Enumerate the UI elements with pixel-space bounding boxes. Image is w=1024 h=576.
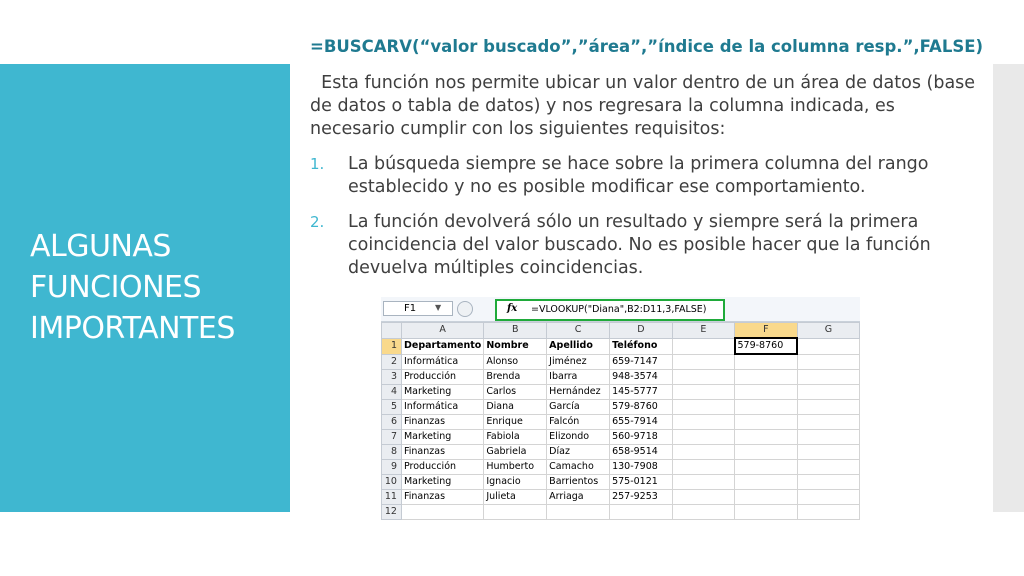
spreadsheet-screenshot <box>381 297 860 530</box>
spreadsheet-cell[interactable]: 948-3574 <box>610 370 673 385</box>
spreadsheet-cell[interactable] <box>672 475 734 490</box>
spreadsheet-cell[interactable] <box>672 460 734 475</box>
row-header[interactable]: 10 <box>382 475 402 490</box>
spreadsheet-cell[interactable] <box>797 370 859 385</box>
row-header[interactable]: 9 <box>382 460 402 475</box>
spreadsheet-cell[interactable]: Marketing <box>401 475 483 490</box>
spreadsheet-cell[interactable] <box>735 490 798 505</box>
chevron-down-icon[interactable]: ▼ <box>435 303 442 312</box>
requirement-text: La búsqueda siempre se hace sobre la primera columna del rango establecido y no es posible modificar ese comportamiento. <box>348 154 929 197</box>
spreadsheet-cell[interactable]: Hernández <box>547 385 610 400</box>
table-row <box>382 490 860 505</box>
spreadsheet-cell[interactable]: Departamento <box>401 338 483 354</box>
spreadsheet-cell[interactable]: Apellido <box>547 338 610 354</box>
spreadsheet-cell[interactable] <box>401 505 483 520</box>
table-row <box>382 354 860 370</box>
spreadsheet-cell[interactable] <box>735 370 798 385</box>
spreadsheet-cell[interactable] <box>735 445 798 460</box>
spreadsheet-cell[interactable]: 658-9514 <box>610 445 673 460</box>
spreadsheet-cell[interactable]: 579-8760 <box>610 400 673 415</box>
requirement-item <box>310 211 978 280</box>
column-header[interactable]: D <box>610 323 673 339</box>
column-header[interactable]: E <box>672 323 734 339</box>
spreadsheet-cell[interactable]: Alonso <box>484 354 547 370</box>
row-header[interactable]: 12 <box>382 505 402 520</box>
spreadsheet-cell[interactable] <box>672 338 734 354</box>
spreadsheet-cell[interactable] <box>797 338 859 354</box>
spreadsheet-cell[interactable] <box>735 460 798 475</box>
spreadsheet-cell[interactable]: Falcón <box>547 415 610 430</box>
name-box[interactable]: F1 <box>383 301 453 316</box>
spreadsheet-cell[interactable] <box>735 415 798 430</box>
spreadsheet-cell[interactable]: Teléfono <box>610 338 673 354</box>
spreadsheet-cell[interactable] <box>735 430 798 445</box>
table-row <box>382 415 860 430</box>
spreadsheet-cell[interactable]: Producción <box>401 460 483 475</box>
spreadsheet-cell[interactable]: Finanzas <box>401 445 483 460</box>
right-decor-strip <box>993 64 1024 512</box>
spreadsheet-cell[interactable]: Humberto <box>484 460 547 475</box>
spreadsheet-cell[interactable]: Barrientos <box>547 475 610 490</box>
slide-title-line: FUNCIONES <box>30 270 202 305</box>
spreadsheet-cell[interactable] <box>484 505 547 520</box>
spreadsheet-cell[interactable]: Ibarra <box>547 370 610 385</box>
spreadsheet-cell[interactable]: 145-5777 <box>610 385 673 400</box>
row-header[interactable]: 11 <box>382 490 402 505</box>
intro-paragraph <box>310 72 978 141</box>
spreadsheet-cell[interactable] <box>610 505 673 520</box>
spreadsheet-cell[interactable] <box>672 430 734 445</box>
spreadsheet-cell[interactable] <box>797 415 859 430</box>
requirement-number: 1. <box>310 155 325 173</box>
spreadsheet-cell[interactable]: Arriaga <box>547 490 610 505</box>
table-row <box>382 460 860 475</box>
spreadsheet-cell[interactable] <box>797 460 859 475</box>
formula-bar <box>381 297 860 322</box>
spreadsheet-cell[interactable] <box>797 385 859 400</box>
column-header[interactable]: G <box>797 323 859 339</box>
spreadsheet-cell[interactable]: Fabiola <box>484 430 547 445</box>
table-row <box>382 445 860 460</box>
spreadsheet-cell[interactable] <box>735 475 798 490</box>
spreadsheet-cell[interactable] <box>797 354 859 370</box>
spreadsheet-cell[interactable]: 560-9718 <box>610 430 673 445</box>
spreadsheet-cell[interactable]: 659-7147 <box>610 354 673 370</box>
spreadsheet-cell[interactable] <box>735 505 798 520</box>
spreadsheet-cell[interactable] <box>797 400 859 415</box>
spreadsheet-cell[interactable]: 575-0121 <box>610 475 673 490</box>
column-header[interactable]: B <box>484 323 547 339</box>
spreadsheet-cell[interactable] <box>672 354 734 370</box>
spreadsheet-cell[interactable] <box>735 385 798 400</box>
table-row <box>382 505 860 520</box>
table-row <box>382 430 860 445</box>
spreadsheet-cell[interactable]: Nombre <box>484 338 547 354</box>
spreadsheet-cell[interactable] <box>672 400 734 415</box>
row-header[interactable]: 7 <box>382 430 402 445</box>
table-row <box>382 475 860 490</box>
spreadsheet-cell[interactable]: 130-7908 <box>610 460 673 475</box>
spreadsheet-cell[interactable]: Julieta <box>484 490 547 505</box>
formula-input[interactable] <box>495 299 725 321</box>
formula-heading: =BUSCARV(“valor buscado”,”área”,”índice de la columna resp.”,FALSE) <box>310 37 984 56</box>
spreadsheet-cell[interactable] <box>797 445 859 460</box>
spreadsheet-cell[interactable]: Diana <box>484 400 547 415</box>
spreadsheet-cell[interactable] <box>797 490 859 505</box>
spreadsheet-cell[interactable] <box>797 505 859 520</box>
function-wizard-icon[interactable] <box>457 301 473 317</box>
spreadsheet-cell[interactable]: Marketing <box>401 385 483 400</box>
spreadsheet-cell[interactable]: Informática <box>401 400 483 415</box>
row-header[interactable]: 3 <box>382 370 402 385</box>
spreadsheet-cell[interactable] <box>547 505 610 520</box>
spreadsheet-cell[interactable] <box>797 430 859 445</box>
spreadsheet-cell[interactable]: 257-9253 <box>610 490 673 505</box>
spreadsheet-cell[interactable]: Elizondo <box>547 430 610 445</box>
spreadsheet-cell[interactable] <box>672 415 734 430</box>
spreadsheet-cell[interactable] <box>672 385 734 400</box>
table-row <box>382 400 860 415</box>
spreadsheet-cell[interactable]: Jiménez <box>547 354 610 370</box>
spreadsheet-grid <box>381 322 860 520</box>
spreadsheet-cell[interactable]: García <box>547 400 610 415</box>
row-header[interactable]: 5 <box>382 400 402 415</box>
slide-title-line: ALGUNAS <box>30 229 171 264</box>
fx-icon[interactable]: fx <box>507 303 518 314</box>
spreadsheet-cell[interactable] <box>672 505 734 520</box>
table-row <box>382 385 860 400</box>
spreadsheet-cell[interactable]: Ignacio <box>484 475 547 490</box>
requirements-list <box>310 153 978 292</box>
row-header[interactable]: 8 <box>382 445 402 460</box>
row-header[interactable]: 4 <box>382 385 402 400</box>
spreadsheet-cell[interactable]: Producción <box>401 370 483 385</box>
spreadsheet-cell[interactable] <box>735 354 798 370</box>
slide-title <box>30 226 290 349</box>
spreadsheet-cell[interactable] <box>672 370 734 385</box>
spreadsheet-cell[interactable] <box>735 400 798 415</box>
spreadsheet-cell[interactable]: Enrique <box>484 415 547 430</box>
row-header[interactable]: 1 <box>382 338 402 354</box>
slide-title-line: IMPORTANTES <box>30 311 235 346</box>
spreadsheet-cell[interactable] <box>672 445 734 460</box>
requirement-item <box>310 153 978 199</box>
requirement-number: 2. <box>310 213 325 231</box>
spreadsheet-cell[interactable]: Informática <box>401 354 483 370</box>
column-header[interactable]: C <box>547 323 610 339</box>
spreadsheet-cell[interactable] <box>797 475 859 490</box>
intro-text: Esta función nos permite ubicar un valor dentro de un área de datos (base de datos o tabla de datos) y nos regresara la columna indicada, es necesario cumplir con los siguientes requisitos: <box>310 73 976 139</box>
spreadsheet-cell[interactable]: 579-8760 <box>735 338 798 354</box>
spreadsheet-cell[interactable]: 655-7914 <box>610 415 673 430</box>
row-header[interactable]: 6 <box>382 415 402 430</box>
spreadsheet-cell[interactable]: Finanzas <box>401 490 483 505</box>
spreadsheet-cell[interactable]: Finanzas <box>401 415 483 430</box>
spreadsheet-cell[interactable]: Díaz <box>547 445 610 460</box>
spreadsheet-cell[interactable] <box>672 490 734 505</box>
spreadsheet-cell[interactable]: Marketing <box>401 430 483 445</box>
formula-text: =VLOOKUP("Diana",B2:D11,3,FALSE) <box>531 304 707 315</box>
spreadsheet-cell[interactable]: Gabriela <box>484 445 547 460</box>
select-all-corner[interactable] <box>382 323 402 339</box>
spreadsheet-cell[interactable]: Brenda <box>484 370 547 385</box>
table-row <box>382 338 860 354</box>
column-header[interactable]: F <box>735 323 798 339</box>
table-row <box>382 370 860 385</box>
spreadsheet-cell[interactable]: Carlos <box>484 385 547 400</box>
column-header[interactable]: A <box>401 323 483 339</box>
requirement-text: La función devolverá sólo un resultado y siempre será la primera coincidencia del valor buscado. No es posible hacer que la función devuelva múltiples coincidencias. <box>348 212 931 278</box>
row-header[interactable]: 2 <box>382 354 402 370</box>
spreadsheet-cell[interactable]: Camacho <box>547 460 610 475</box>
